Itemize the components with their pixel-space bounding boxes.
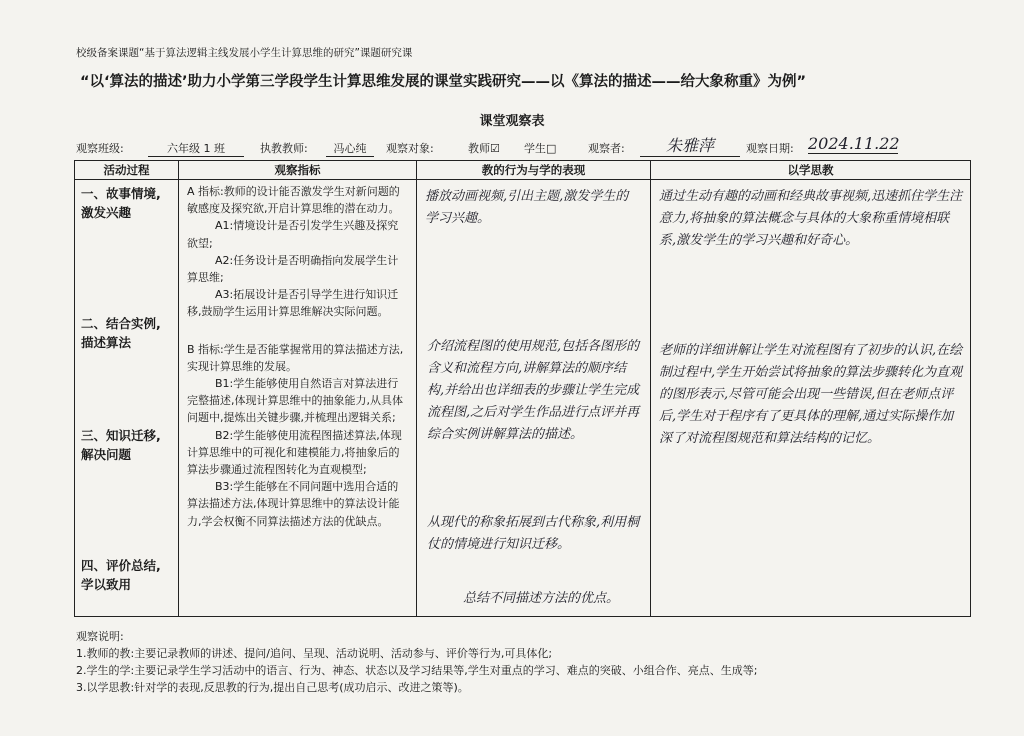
note-item-3: 3.以学思教:针对学的表现,反思教的行为,提出自己思考(成功启示、改进之策等)。 <box>76 681 469 694</box>
indicator-a3: A3:拓展设计是否引导学生进行知识迁移,鼓励学生运用计算思维解决实际问题。 <box>187 288 399 319</box>
table-header-row <box>75 161 971 180</box>
reflection-note-2: 老师的详细讲解让学生对流程图有了初步的认识,在绘制过程中,学生开始尝试将抽象的算法步骤转化为直观的图形表示,尽管可能会出现一些错误,但在老师点评后,学生对于程序有了更具体的理解,通过实际操作加深了对流程图规范和算法结构的记忆。 <box>659 343 963 446</box>
observation-table <box>74 160 971 617</box>
sheet-title: 课堂观察表 <box>479 114 545 129</box>
object-label: 观察对象: <box>386 142 434 155</box>
indicator-b3: B3:学生能够在不同问题中选用合适的算法描述方法,体现计算思维中的算法设计能力,学会权衡不同算法描述方法的优缺点。 <box>187 480 400 528</box>
observer-signature: 朱雅萍 <box>640 133 740 157</box>
indicator-column <box>179 180 416 530</box>
teaching-note-1: 播放动画视频,引出主题,激发学生的学习兴趣。 <box>425 189 629 226</box>
activity-column <box>75 180 178 616</box>
stage-2: 二、结合实例,描述算法 <box>81 316 161 350</box>
indicator-a1: A1:情境设计是否引发学生兴趣及探究欲望; <box>187 219 399 250</box>
behavior-column <box>417 180 650 616</box>
header-behavior: 教的行为与学的表现 <box>417 161 651 180</box>
indicator-a: A 指标:教师的设计能否激发学生对新问题的敏感度及探究欲,开启计算思维的潜在动力。 <box>187 185 400 216</box>
note-item-1: 1.教师的教:主要记录教师的讲述、提问/追问、呈现、活动说明、活动参与、评价等行为,可具体化; <box>76 647 553 660</box>
header-activity: 活动过程 <box>75 161 179 180</box>
stage-3: 三、知识迁移,解决问题 <box>81 428 161 462</box>
note-item-2: 2.学生的学:主要记录学生学习活动中的语言、行为、神态、状态以及学习结果等,学生对重点的学习、难点的突破、小组合作、亮点、生成等; <box>76 664 758 677</box>
project-note: 校级备案课题“基于算法逻辑主线发展小学生计算思维的研究”课题研究课 <box>76 47 413 59</box>
teaching-note-3: 从现代的称象拓展到古代称象,利用桐仗的情境进行知识迁移。 <box>427 515 640 552</box>
class-value: 六年级 1 班 <box>148 140 244 157</box>
indicator-b: B 指标:学生是否能掌握常用的算法描述方法,实现计算思维的发展。 <box>187 342 404 373</box>
page-title: “以‘算法的描述’助力小学第三学段学生计算思维发展的课堂实践研究——以《算法的描述——给大象称重》为例” <box>80 74 807 90</box>
observer-label: 观察者: <box>588 142 625 155</box>
teaching-note-4: 总结不同描述方法的优点。 <box>463 591 620 606</box>
header-indicator: 观察指标 <box>179 161 417 180</box>
table-body-row <box>75 180 971 617</box>
indicator-b1: B1:学生能够使用自然语言对算法进行完整描述,体现计算思维中的抽象能力,从具体问题中,提炼出关键步骤,并梳理出逻辑关系; <box>187 377 403 425</box>
teaching-note-2: 介绍流程图的使用规范,包括各图形的含义和流程方向,讲解算法的顺序结构,并给出也详细表的步骤让学生完成流程图,之后对学生作品进行点评并再综合实例讲解算法的描述。 <box>427 339 640 442</box>
reflection-column <box>651 180 970 616</box>
date-value: 2024.11.22 <box>808 134 900 153</box>
indicator-a2: A2:任务设计是否明确指向发展学生计算思维; <box>187 253 399 285</box>
observation-notes <box>76 628 757 696</box>
object-student-checkbox: 学生□ <box>524 142 557 155</box>
stage-4: 四、评价总结,学以致用 <box>81 558 161 592</box>
header-reflection: 以学思教 <box>651 161 971 180</box>
reflection-note-1: 通过生动有趣的动画和经典故事视频,迅速抓住学生注意力,将抽象的算法概念与具体的大象称重情境相联系,激发学生的学习兴趣和好奇心。 <box>659 189 963 248</box>
object-teacher-checkbox: 教师☑ <box>468 142 500 155</box>
stage-1: 一、故事情境,激发兴趣 <box>81 186 161 220</box>
notes-title: 观察说明: <box>76 630 124 643</box>
teacher-value: 冯心纯 <box>326 140 374 157</box>
date-label: 观察日期: <box>746 142 794 155</box>
class-label: 观察班级: <box>76 142 124 155</box>
indicator-b2: B2:学生能够使用流程图描述算法,体现计算思维中的可视化和建模能力,将抽象后的算法步骤通过流程图转化为直观模型; <box>187 428 402 477</box>
info-row <box>76 134 976 160</box>
teacher-label: 执教教师: <box>260 142 308 155</box>
